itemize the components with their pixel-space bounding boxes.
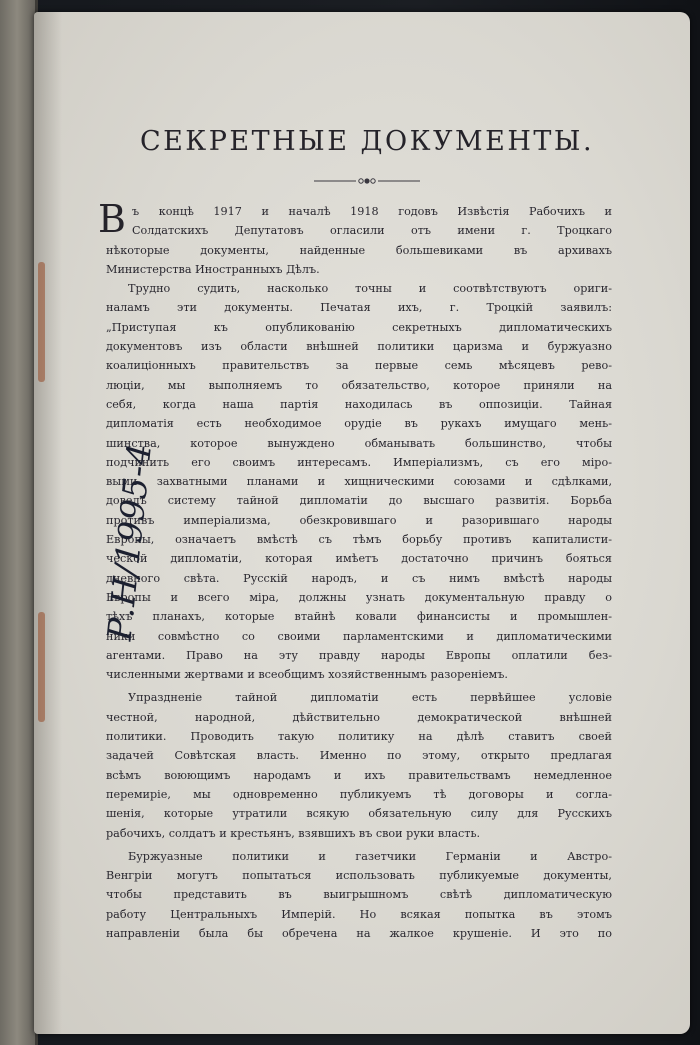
text-line: направленіи была бы обречена на жалкое крушеніе. И это по xyxy=(106,926,612,940)
text-line: Европы и всего міра, должны узнать документальную правду о xyxy=(106,590,612,604)
text-line: работу Центральныхъ Имперій. Но всякая попытка въ этомъ xyxy=(106,907,612,921)
handwritten-inventory-note xyxy=(92,432,160,643)
text-line: Министерства Иностранныхъ Дѣлъ. xyxy=(106,262,320,276)
document-body xyxy=(98,197,612,943)
text-line: перемиріе, мы одновременно публикуемъ тѣ договоры и согла- xyxy=(106,787,612,801)
paper-stain xyxy=(38,262,45,382)
text-line: Европы, означаетъ вмѣстѣ съ тѣмъ борьбу противъ капиталисти- xyxy=(106,533,612,547)
text-line: выми захватными планами и хищническими союзами и сдѣлками, xyxy=(106,475,612,489)
text-line: рабочихъ, солдатъ и крестьянъ, взявшихъ въ свои руки власть. xyxy=(106,826,481,840)
text-line: ники совмѣстно со своими парламентскими и дипломатическими xyxy=(106,629,612,643)
handwritten-text: Р.Н/1995-4 xyxy=(99,440,160,643)
paragraph-4 xyxy=(106,847,612,943)
text-line: Венгріи могутъ попытаться использовать публикуемые документы, xyxy=(106,869,612,883)
paragraph-1 xyxy=(98,197,612,279)
text-line: шинства, которое вынуждено обманывать большинство, чтобы xyxy=(106,436,612,450)
text-line: политики. Проводить такую политику на дѣлѣ ставитъ своей xyxy=(106,730,612,744)
text-line: численными жертвами и всеобщимъ хозяйственнымъ разореніемъ. xyxy=(106,668,508,682)
text-line: Трудно судить, насколько точны и соотвѣтствуютъ ориги- xyxy=(128,282,612,296)
text-line: шенія, которые утратили всякую обязательную силу для Русскихъ xyxy=(106,807,612,821)
text-line: „Приступая къ опубликованію секретныхъ дипломатическихъ xyxy=(106,320,612,334)
text-line: ческой дипломатіи, которая имѣетъ достаточно причинъ бояться xyxy=(106,552,612,566)
text-line: всѣмъ воюющимъ народамъ и ихъ правительствамъ немедленное xyxy=(106,768,612,782)
text-line: себя, когда наша партія находилась въ оппозиціи. Тайная xyxy=(106,397,612,411)
drop-cap: В xyxy=(98,197,126,241)
text-line: тѣхъ планахъ, которые втайнѣ ковали финансисты и промышлен- xyxy=(106,610,612,624)
text-line: честной, народной, дѣйствительно демократической внѣшней xyxy=(106,710,612,724)
paragraph-2 xyxy=(106,279,612,684)
paragraph-3 xyxy=(106,688,612,842)
text-line: люціи, мы выполняемъ то обязательство, которое приняли на xyxy=(106,378,612,392)
text-line: агентами. Право на эту правду народы Европы оплатили без- xyxy=(106,648,612,662)
ornament-divider-icon xyxy=(312,175,422,187)
text-line: коалиціонныхъ правительствъ за первые семь мѣсяцевъ рево- xyxy=(106,359,612,373)
page-title: СЕКРЕТНЫЕ ДОКУМЕНТЫ. xyxy=(139,126,595,157)
text-line: чтобы представить въ выигрышномъ свѣтѣ дипломатическую xyxy=(106,888,612,902)
text-line: Буржуазные политики и газетчики Германіи и Австро- xyxy=(128,849,612,863)
text-line: документовъ изъ области внѣшней политики царизма и буржуазно xyxy=(106,340,612,354)
text-line: задачей Совѣтская власть. Именно по этому, открыто предлагая xyxy=(106,749,612,763)
text-line: дневного свѣта. Русскій народъ, и съ нимъ вмѣстѣ народы xyxy=(106,571,612,585)
text-line: довелъ систему тайной дипломатіи до высшаго развитія. Борьба xyxy=(106,494,612,508)
text-line: нѣкоторые документы, найденные большевиками въ архивахъ xyxy=(106,243,612,257)
text-line: Упраздненіе тайной дипломатіи есть первѣйшее условіе xyxy=(128,691,612,705)
text-line: противъ имперіализма, обезкровившаго и разорившаго народы xyxy=(106,513,612,527)
text-line: Солдатскихъ Депутатовъ огласили отъ имени г. Троцкаго xyxy=(132,224,612,238)
book-spine-edge xyxy=(0,0,38,1045)
text-line: ъ концѣ 1917 и началѣ 1918 годовъ Извѣстія Рабочихъ и xyxy=(132,205,612,218)
text-line: дипломатія есть необходимое орудіе въ рукахъ имущаго мень- xyxy=(106,417,612,431)
book-page xyxy=(34,12,690,1034)
paper-stain xyxy=(38,612,45,722)
text-line: подчинить его своимъ интересамъ. Имперіализмъ, съ его міро- xyxy=(106,455,612,469)
text-line: наламъ эти документы. Печатая ихъ, г. Троцкій заявилъ: xyxy=(106,301,612,315)
